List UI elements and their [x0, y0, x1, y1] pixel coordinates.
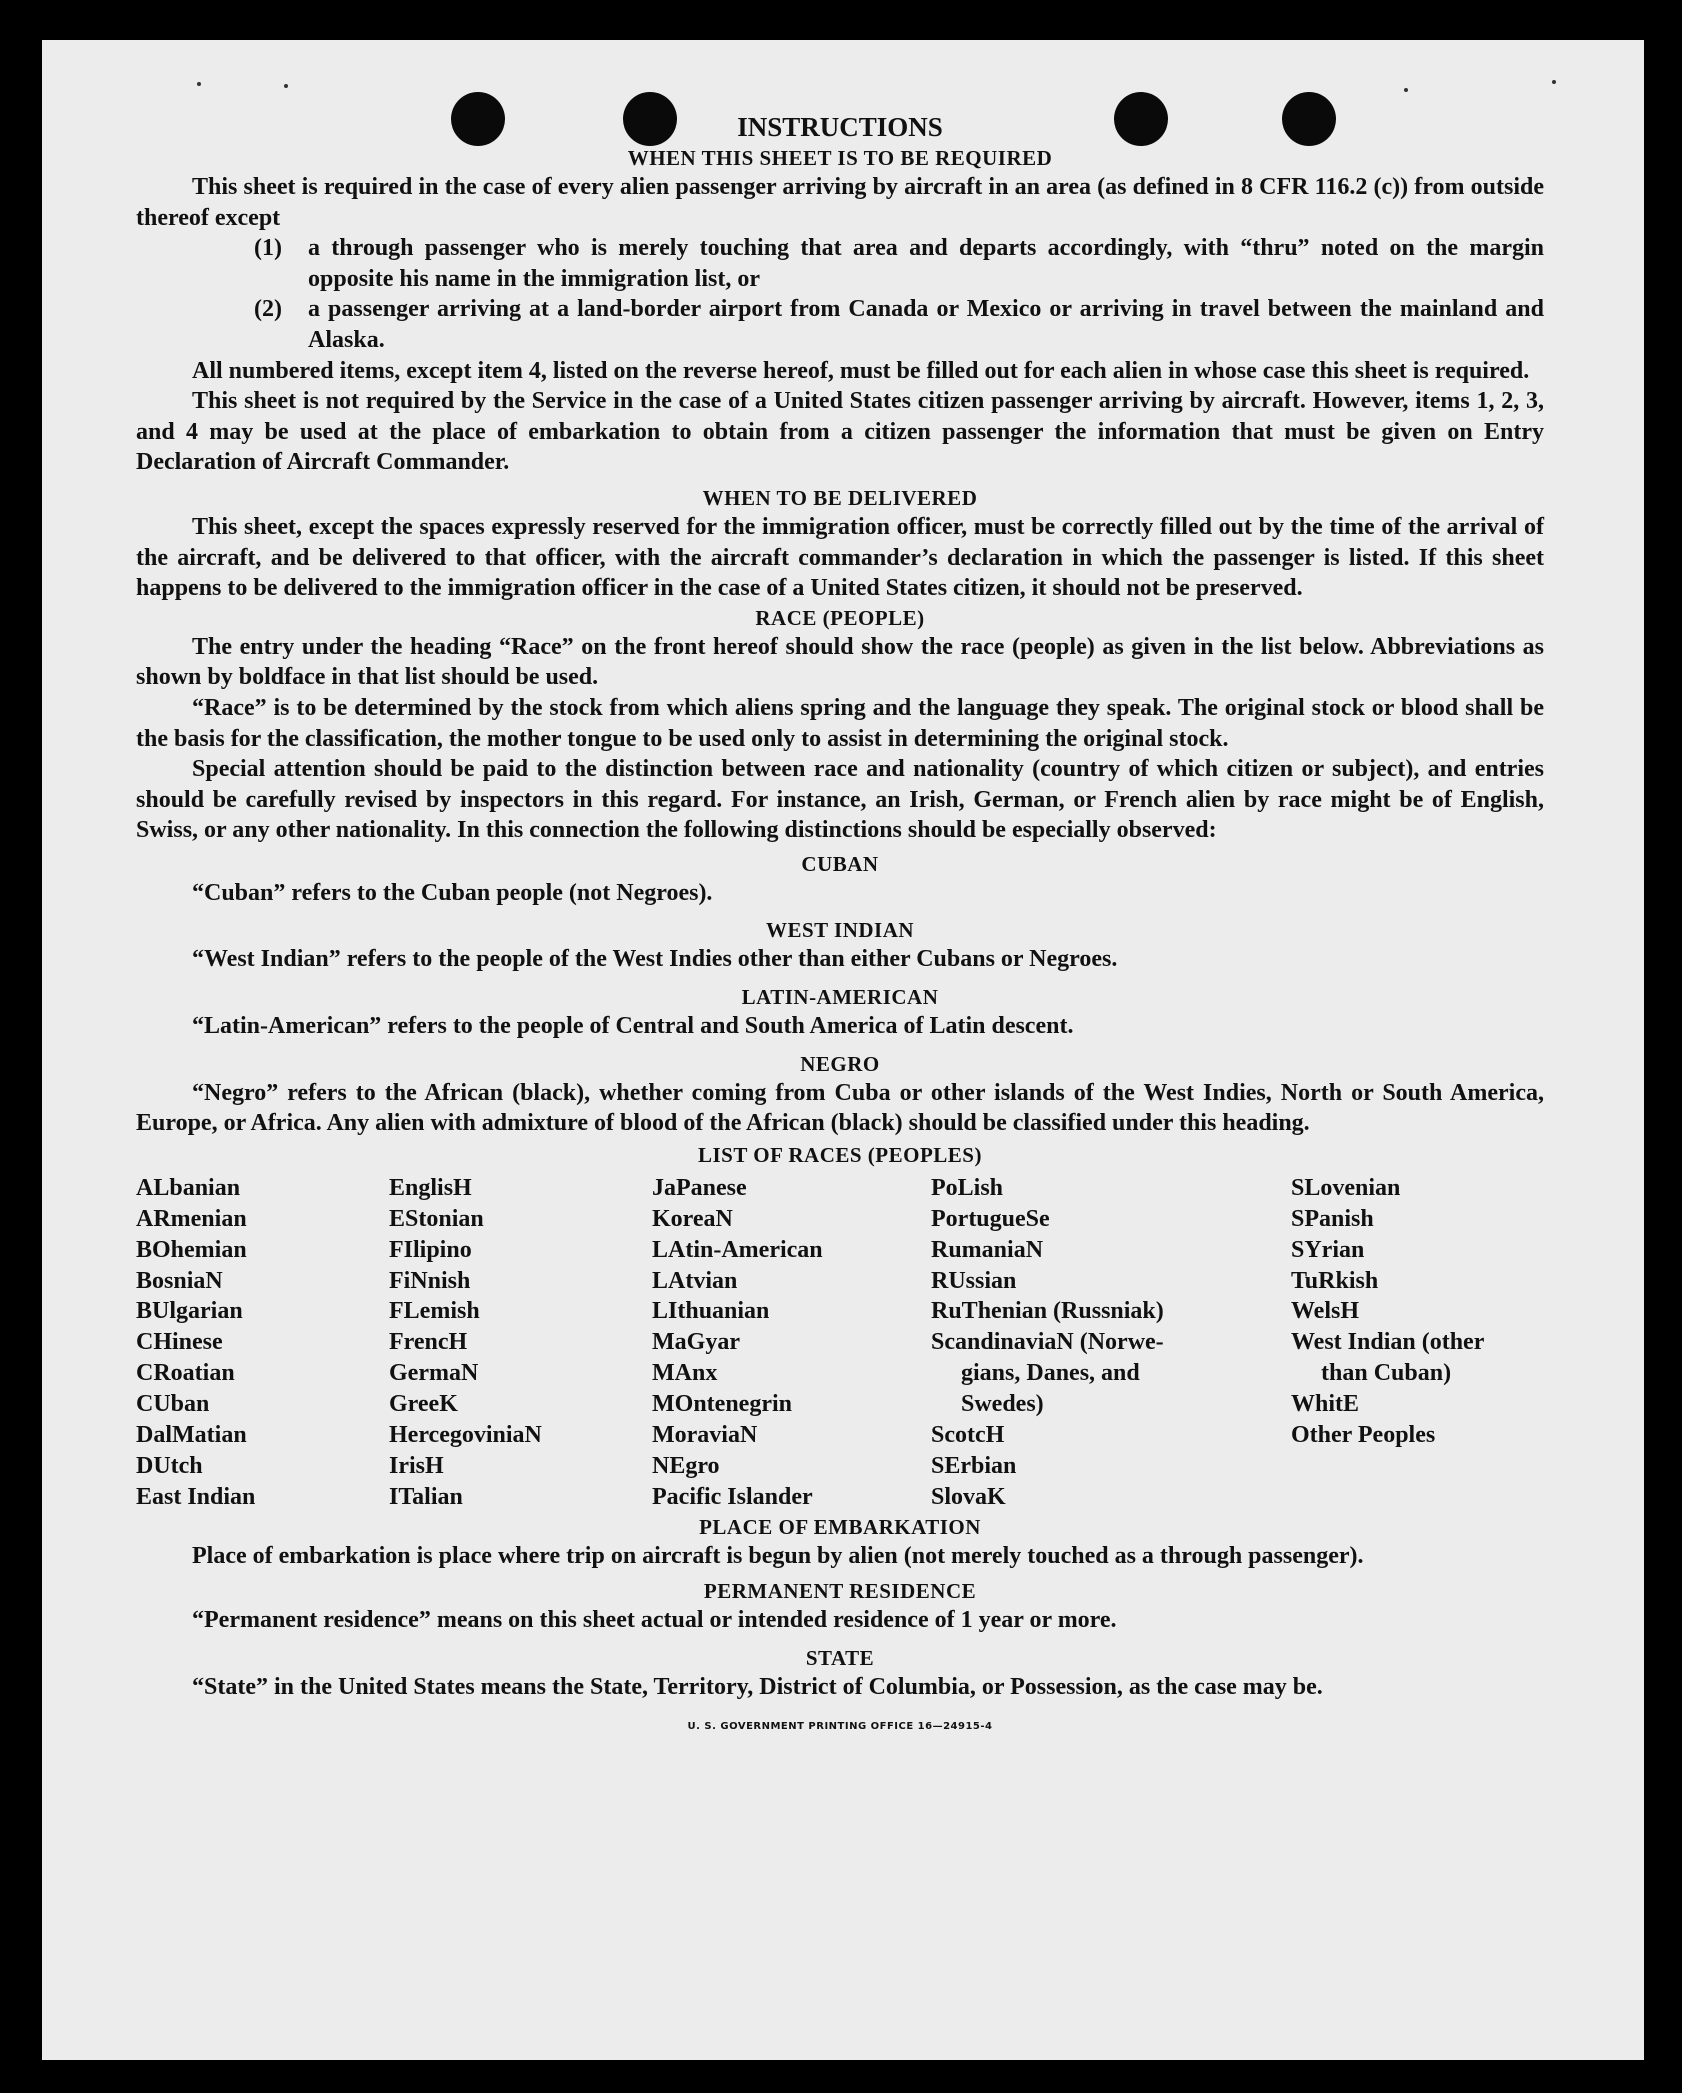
race-entry: Pacific Islander	[652, 1483, 813, 1510]
race-entry: PortugueSe	[931, 1205, 1050, 1232]
cuban-text: “Cuban” refers to the Cuban people (not Negroes).	[192, 879, 713, 906]
paragraph: Special attention should be paid to the distinction between race and nationality (country of which citizen or subject), and entries should be carefully revised by inspectors in this regard. For instance, an Irish, German, or French alien by race might be of English, Swiss, or any other nationality. In this connection the following distinctions should be especially observed:	[136, 756, 1544, 844]
race-entry: ARmenian	[136, 1205, 247, 1232]
list-item	[254, 294, 1544, 355]
race-entry: IrisH	[389, 1453, 444, 1479]
race-entry: GermaN	[389, 1360, 479, 1387]
races-column	[931, 1173, 1164, 1513]
race-entry: CUban	[136, 1391, 210, 1418]
race-entry: SPanish	[1291, 1205, 1374, 1232]
race-entry: BOhemian	[136, 1236, 247, 1263]
section-heading: WHEN TO BE DELIVERED	[702, 485, 978, 510]
race-entry: EStonian	[389, 1205, 484, 1232]
page-title: INSTRUCTIONS	[737, 112, 943, 142]
negro-heading: NEGRO	[800, 1051, 880, 1076]
state-text: “State” in the United States means the State, Territory, District of Columbia, or Possession, as the case may be.	[192, 1674, 1323, 1701]
race-entry: ScandinaviaN (Norwe-	[931, 1329, 1164, 1356]
section-heading: WHEN THIS SHEET IS TO BE REQUIRED	[627, 146, 1053, 170]
paragraph: “Race” is to be determined by the stock from which aliens spring and the language they speak. The original stock or blood shall be the basis for the classification, the mother tongue to be used only to assist in determining the original stock.	[136, 694, 1544, 752]
cuban-heading: CUBAN	[801, 851, 879, 876]
races-list-heading: LIST OF RACES (PEOPLES)	[698, 1142, 982, 1167]
race-entry: ScotcH	[931, 1422, 1005, 1449]
west-indian-text: “West Indian” refers to the people of the West Indies other than either Cubans or Negroes.	[192, 946, 1118, 973]
race-entry: ALbanian	[136, 1174, 241, 1201]
race-entry: LIthuanian	[652, 1298, 770, 1325]
item-number: (2)	[254, 296, 282, 323]
race-entry: SlovaK	[931, 1483, 1006, 1510]
item-text: a passenger arriving at a land-border airport from Canada or Mexico or arriving in travel between the mainland and Alaska.	[308, 296, 1544, 353]
printer-imprint: U. S. GOVERNMENT PRINTING OFFICE 16—24915-4	[687, 1720, 993, 1732]
item-number: (1)	[254, 235, 282, 262]
races-column	[389, 1173, 542, 1513]
race-entry: FrencH	[389, 1329, 468, 1356]
latin-american-text: “Latin-American” refers to the people of Central and South America of Latin descent.	[192, 1013, 1074, 1040]
race-entry: DUtch	[136, 1453, 203, 1479]
race-entry: PoLish	[931, 1174, 1004, 1201]
race-entry: KoreaN	[652, 1205, 733, 1232]
race-entry: FLemish	[389, 1298, 480, 1325]
state-heading: STATE	[805, 1646, 875, 1671]
west-indian-heading: WEST INDIAN	[765, 918, 915, 943]
race-entry: East Indian	[136, 1483, 256, 1510]
list-item	[254, 233, 1544, 294]
negro-text: “Negro” refers to the African (black), whether coming from Cuba or other islands of the West Indies, North or South America, Europe, or Africa. Any alien with admixture of blood of the African (black) should be classified under this heading.	[136, 1079, 1544, 1137]
embarkation-heading: PLACE OF EMBARKATION	[699, 1514, 981, 1539]
document-sheet	[42, 40, 1644, 2060]
race-entry: LAtvian	[652, 1267, 738, 1294]
speck	[284, 84, 288, 88]
race-entry: NEgro	[652, 1453, 720, 1479]
race-entry: GreeK	[389, 1391, 458, 1418]
item-text: a through passenger who is merely touching that area and departs accordingly, with “thru” noted on the margin opposite his name in the immigration list, or	[308, 235, 1544, 292]
race-entry: BosniaN	[136, 1267, 223, 1294]
races-column	[652, 1173, 823, 1513]
race-entry: SLovenian	[1291, 1174, 1401, 1201]
speck	[1552, 80, 1556, 84]
race-entry: ITalian	[389, 1483, 463, 1510]
race-entry: than Cuban)	[1321, 1360, 1452, 1387]
race-entry: MaGyar	[652, 1329, 740, 1356]
residence-heading: PERMANENT RESIDENCE	[703, 1579, 977, 1604]
race-entry: CHinese	[136, 1329, 223, 1356]
race-entry: BUlgarian	[136, 1298, 243, 1325]
race-entry: MOntenegrin	[652, 1391, 792, 1418]
race-entry: TuRkish	[1291, 1267, 1379, 1294]
speck	[197, 82, 201, 86]
race-entry: RumaniaN	[931, 1236, 1044, 1263]
race-entry: FiNnish	[389, 1267, 471, 1294]
race-entry: LAtin-American	[652, 1236, 823, 1263]
section-heading: RACE (PEOPLE)	[755, 605, 925, 630]
race-entry: SYrian	[1291, 1236, 1365, 1263]
race-entry: WhitE	[1291, 1391, 1360, 1418]
paragraph: All numbered items, except item 4, listed on the reverse hereof, must be filled out for each alien in whose case this sheet is required.	[192, 357, 1530, 384]
races-list	[136, 1173, 1544, 1513]
races-column	[1291, 1173, 1484, 1451]
embarkation-text: Place of embarkation is place where trip on aircraft is begun by alien (not merely touched as a through passenger).	[192, 1542, 1364, 1569]
races-column	[136, 1173, 255, 1513]
race-entry: West Indian (other	[1291, 1329, 1485, 1356]
race-entry: EnglisH	[389, 1174, 472, 1201]
race-entry: WelsH	[1291, 1298, 1360, 1325]
race-entry: JaPanese	[652, 1174, 747, 1201]
paragraph: This sheet is required in the case of every alien passenger arriving by aircraft in an area (as defined in 8 CFR 116.2 (c)) from outside thereof except	[136, 174, 1544, 231]
race-entry: DalMatian	[136, 1422, 247, 1449]
race-entry: MAnx	[652, 1360, 718, 1387]
speck	[1404, 88, 1408, 92]
paragraph: This sheet, except the spaces expressly reserved for the immigration officer, must be correctly filled out by the time of the arrival of the aircraft, and be delivered to that officer, with the aircraft commander’s declaration in which the passenger is listed. If this sheet happens to be delivered to the immigration officer in the case of a United States citizen, it should not be preserved.	[136, 513, 1544, 602]
race-entry: MoraviaN	[652, 1422, 758, 1449]
race-entry: CRoatian	[136, 1360, 235, 1387]
race-entry: FIlipino	[389, 1236, 472, 1263]
race-entry: HercegoviniaN	[389, 1422, 542, 1449]
race-entry: Other Peoples	[1291, 1422, 1436, 1449]
race-entry: RUssian	[931, 1267, 1017, 1294]
paragraph: The entry under the heading “Race” on the front hereof should show the race (people) as given in the list below. Abbreviations as shown by boldface in that list should be used.	[136, 633, 1544, 691]
race-entry: RuThenian (Russniak)	[931, 1298, 1164, 1325]
residence-text: “Permanent residence” means on this sheet actual or intended residence of 1 year or more.	[192, 1607, 1117, 1634]
paragraph: This sheet is not required by the Service in the case of a United States citizen passenger arriving by aircraft. However, items 1, 2, 3, and 4 may be used at the place of embarkation to obtain from a citizen passenger the information that must be given on Entry Declaration of Aircraft Commander.	[136, 388, 1544, 476]
race-entry: SErbian	[931, 1453, 1017, 1479]
race-entry: Swedes)	[961, 1391, 1044, 1418]
race-entry: gians, Danes, and	[961, 1360, 1140, 1387]
latin-american-heading: LATIN-AMERICAN	[741, 985, 939, 1010]
document-content	[136, 110, 1544, 1732]
